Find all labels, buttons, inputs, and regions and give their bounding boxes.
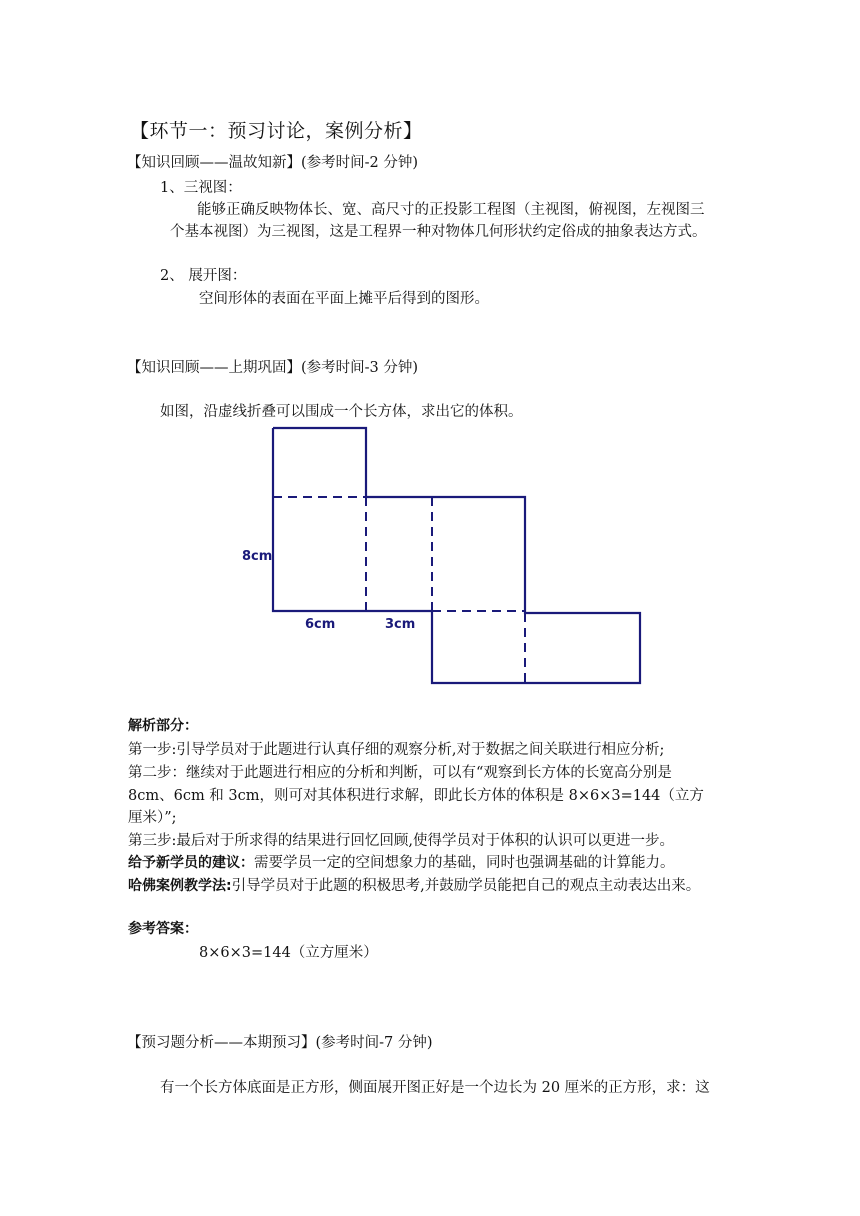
analysis-step3: 第三步:最后对于所求得的结果进行回忆回顾,使得学员对于体积的认识可以更进一步。 (128, 833, 674, 849)
review1-item1-label: 1、三视图： (160, 180, 242, 196)
review1-heading: 【知识回顾——温故知新】(参考时间-2 分钟) (127, 155, 419, 171)
preview-heading: 【预习题分析——本期预习】(参考时间-7 分钟) (127, 1035, 433, 1051)
answer-text: 8×6×3=144（立方厘米） (199, 945, 378, 961)
analysis-step2-line3: 厘米）”; (128, 810, 177, 826)
review1-item2-label: 2、 展开图： (160, 268, 247, 284)
advice-line (128, 851, 675, 872)
review1-item1-text-line2: 个基本视图）为三视图，这是工程界一种对物体几何形状约定俗成的抽象表达方式。 (170, 224, 707, 240)
harvard-label: 哈佛案例教学法: (128, 878, 232, 894)
net-outline (273, 428, 640, 683)
analysis-heading: 解析部分： (128, 718, 198, 734)
label-height: 8cm (242, 549, 273, 564)
advice-label: 给予新学员的建议： (128, 855, 254, 871)
analysis-step1: 第一步:引导学员对于此题进行认真仔细的观察分析,对于数据之间关联进行相应分析; (128, 742, 665, 758)
answer-heading: 参考答案： (128, 921, 198, 937)
label-depth: 3cm (385, 617, 416, 632)
advice-text: 需要学员一定的空间想象力的基础，同时也强调基础的计算能力。 (254, 855, 675, 871)
analysis-step2-line2: 8cm、6cm 和 3cm，则可对其体积进行求解，即此长方体的体积是 8×6×3=144（立方 (128, 788, 704, 804)
review2-heading: 【知识回顾——上期巩固】(参考时间-3 分钟) (127, 360, 419, 376)
preview-question: 有一个长方体底面是正方形，侧面展开图正好是一个边长为 20 厘米的正方形，求：这 (160, 1080, 710, 1096)
harvard-text: 引导学员对于此题的积极思考,并鼓励学员能把自己的观点主动表达出来。 (231, 878, 701, 894)
review2-question: 如图，沿虚线折叠可以围成一个长方体，求出它的体积。 (160, 404, 523, 420)
harvard-line (128, 874, 700, 895)
label-width: 6cm (305, 617, 336, 632)
analysis-step2-line1: 第二步：继续对于此题进行相应的分析和判断，可以有“观察到长方体的长宽高分别是 (128, 765, 672, 781)
review1-item1-text-line1: 能够正确反映物体长、宽、高尺寸的正投影工程图（主视图，俯视图，左视图三 (197, 202, 705, 218)
section-title: 【环节一：预习讨论，案例分析】 (130, 120, 423, 142)
review1-item2-text: 空间形体的表面在平面上摊平后得到的图形。 (199, 291, 489, 307)
